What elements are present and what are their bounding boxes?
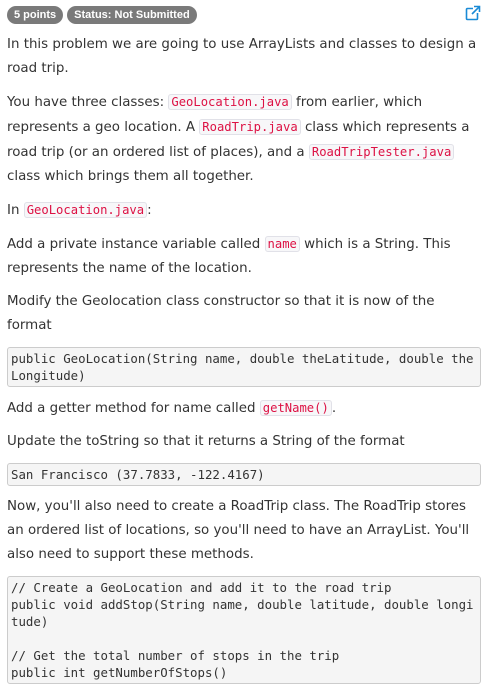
geolocation-heading xyxy=(7,198,481,223)
text: class which brings them all together. xyxy=(7,169,254,184)
roadtrip-code-block: // Create a GeoLocation and add it to the road trip public void addStop(String name, double latitude, double longitude) // Get the total number of stops in the trip public int getNumberOfStops() xyxy=(7,576,481,684)
inline-code: GeoLocation.java xyxy=(24,202,147,218)
problem-header xyxy=(7,6,201,24)
text: from earlier, which represents a geo location. A xyxy=(7,95,423,135)
inline-code: RoadTrip.java xyxy=(199,119,300,135)
inline-code: RoadTripTester.java xyxy=(309,144,454,160)
external-link-icon[interactable] xyxy=(465,5,481,21)
text: : xyxy=(147,203,152,218)
text: . xyxy=(331,401,337,416)
inline-code: getName() xyxy=(260,400,332,416)
points-badge: 5 points xyxy=(7,6,63,24)
tostring-paragraph: Update the toString so that it returns a String of the format xyxy=(7,434,405,449)
text: Add a getter method for name called xyxy=(7,401,260,416)
getter-paragraph xyxy=(7,396,481,421)
status-badge: Status: Not Submitted xyxy=(67,6,197,24)
text: class which represents a road trip (or an ordered list of places), and a xyxy=(7,120,470,160)
text: In xyxy=(7,203,24,218)
text: Add a private instance variable called xyxy=(7,237,265,252)
text: which is a String. This represents the name of the location. xyxy=(7,237,451,276)
text: You have three classes: xyxy=(7,95,169,110)
intro-paragraph: In this problem we are going to use ArrayLists and classes to design a road trip. xyxy=(7,37,477,76)
constructor-paragraph: Modify the Geolocation class constructor so that it is now of the format xyxy=(7,294,435,333)
classes-paragraph xyxy=(7,90,481,189)
inline-code: GeoLocation.java xyxy=(168,94,291,110)
inline-code: name xyxy=(265,236,300,252)
constructor-code-block: public GeoLocation(String name, double theLatitude, double theLongitude) xyxy=(7,347,481,387)
tostring-code-block: San Francisco (37.7833, -122.4167) xyxy=(7,463,481,486)
name-variable-paragraph xyxy=(7,232,481,281)
roadtrip-paragraph: Now, you'll also need to create a RoadTrip class. The RoadTrip stores an ordered list of locations, so you'll need to have an ArrayList. You'll also need to support these methods. xyxy=(7,499,470,562)
problem-description xyxy=(7,33,481,693)
